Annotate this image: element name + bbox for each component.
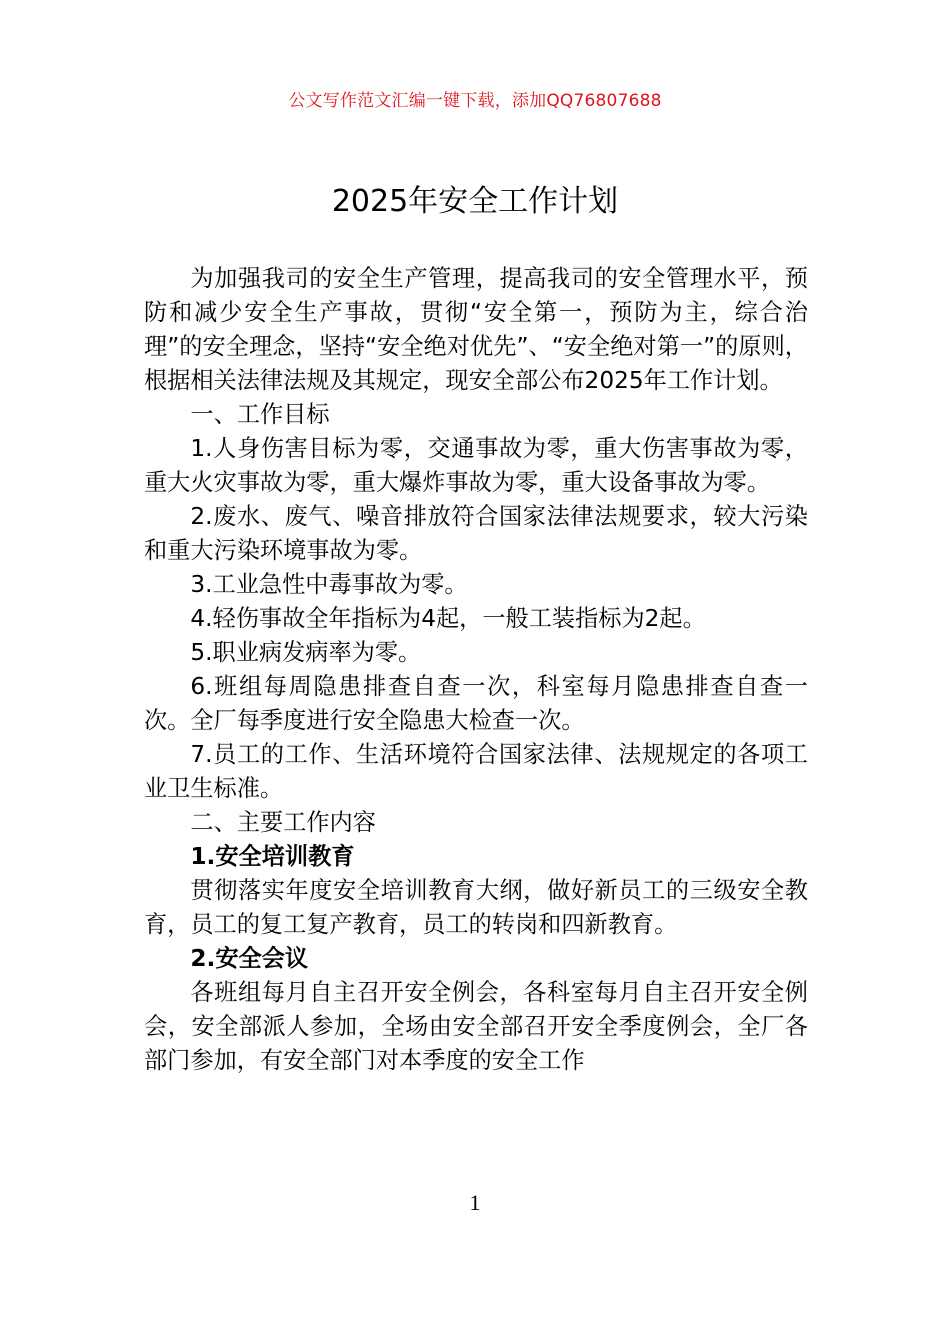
intro-paragraph: 为加强我司的安全生产管理，提高我司的安全管理水平，预防和减少安全生产事故，贯彻“安全第一，预防为主，综合治理”的安全理念，坚持“安全绝对优先”、“安全绝对第一”的原则，根据相关法律法规及其规定，现安全部公布2025年工作计划。 bbox=[144, 265, 808, 394]
goal-item-5: 5.职业病发病率为零。 bbox=[190, 639, 422, 666]
safety-training-paragraph: 贯彻落实年度安全培训教育大纲，做好新员工的三级安全教育，员工的复工复产教育，员工的转岗和四新教育。 bbox=[144, 877, 808, 938]
page-number: 1 bbox=[469, 1190, 481, 1215]
document-body bbox=[144, 262, 808, 1078]
goal-item-4: 4.轻伤事故全年指标为4起，一般工装指标为2起。 bbox=[190, 605, 706, 632]
section-heading-main-work: 二、主要工作内容 bbox=[190, 809, 376, 836]
document-title: 2025年安全工作计划 bbox=[331, 184, 619, 219]
goal-item-2: 2.废水、废气、噪音排放符合国家法律法规要求，较大污染和重大污染环境事故为零。 bbox=[144, 503, 808, 564]
goal-item-1: 1.人身伤害目标为零，交通事故为零，重大伤害事故为零，重大火灾事故为零，重大爆炸事故为零，重大设备事故为零。 bbox=[144, 435, 808, 496]
safety-meetings-paragraph: 各班组每月自主召开安全例会，各科室每月自主召开安全例会，安全部派人参加，全场由安全部召开安全季度例会，全厂各部门参加，有安全部门对本季度的安全工作 bbox=[144, 979, 808, 1074]
subheading-safety-meetings: 2.安全会议 bbox=[190, 945, 309, 972]
subheading-safety-training: 1.安全培训教育 bbox=[190, 843, 355, 870]
goal-item-3: 3.工业急性中毒事故为零。 bbox=[190, 571, 468, 598]
section-heading-goals: 一、工作目标 bbox=[190, 401, 330, 428]
download-promo-note: 公文写作范文汇编一键下载，添加QQ76807688 bbox=[288, 91, 662, 111]
goal-item-7: 7.员工的工作、生活环境符合国家法律、法规规定的各项工业卫生标准。 bbox=[144, 741, 808, 802]
goal-item-6: 6.班组每周隐患排查自查一次，科室每月隐患排查自查一次。全厂每季度进行安全隐患大检查一次。 bbox=[144, 673, 808, 734]
